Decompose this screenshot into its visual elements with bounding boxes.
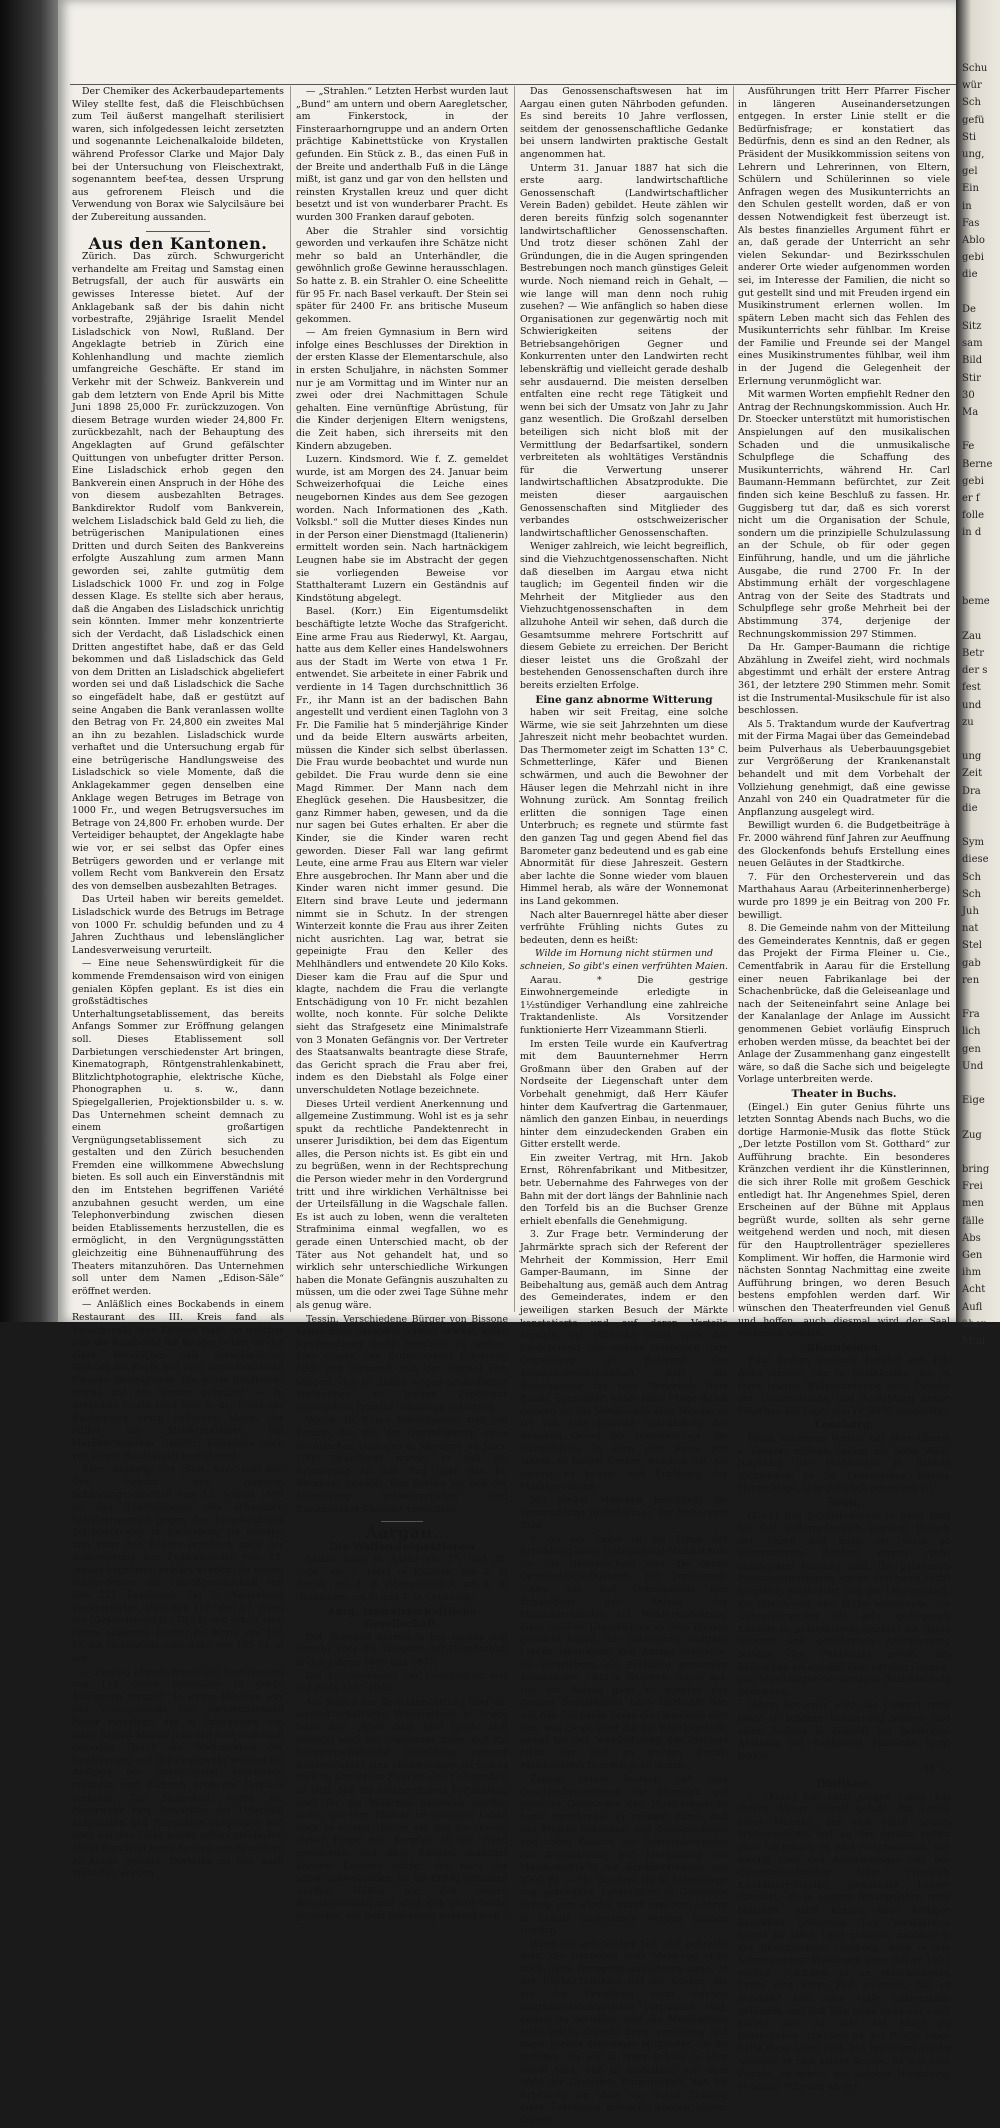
column-1 [72, 86, 284, 1880]
facing-page-line: Stel [962, 940, 982, 952]
paragraph: Mit warmen Worten empfiehlt Redner den Antrag der Rechnungskommission. Auch Hr. Dr. Stoecker unterstützt mit humoristischen Anspielungen auf den musikalischen Schaden und die unmusikalische Schulpflege die Schaffung des Musikunterrichts, während Hr. Carl Baumann-Hemmann befürchtet, zur Zeit finden sich keine Beschluß zu fassen. Hr. Guggisberg tut dar, daß es sich vorerst nicht um die Organisation der Schule, sondern um die prinzipielle Schulzulassung an der Schule, ob für oder gegen Einführung, handle, und um die jährliche Ausgabe, die rund 2700 Fr. In der Abstimmung erhält der vorgeschlagene Antrag von der Seite des Stadtrats und Schulpflege sehr große Mehrheit bei der Abstimmung 374, derjenige der Rechnungskommission 297 Stimmen. [738, 389, 950, 640]
subheading: Aarg. landwirtschaftliche Gesellschaft. [327, 1605, 477, 1631]
paragraph: Im ersten Teile wurde ein Kaufvertrag mit dem Bauunternehmer Herrn Großmann über den Graben auf der Nordseite der Liegenschaft unter dem Vorbehalt genehmigt, daß Herr Käufer hinter dem Kaufvertrag die Gartenmauer, nämlich den ganzen Einbau, in neuerdings hinter dem einzudeckenden Graben ein Gitter erstellt werde. [520, 1038, 728, 1151]
facing-page-line: Acht [962, 1284, 986, 1296]
paragraph: Der Vorstand derselben hat soeben den Bericht über die Tätigkeit der Gesellschaft in den Jahren 1896 und 1897. [296, 1631, 508, 1669]
facing-page-line: Juh [962, 905, 979, 917]
paragraph: 8. Die Gemeinde nahm von der Mitteilung des Gemeinderates Kenntnis, daß er gegen das Projekt der Firma Fleiner u. Cie., Cementfabrik in Aarau für die Erstellung einer neuen Fabrikanlage bei der Schachenbrücke, daß die Geleiseanlage und nach der Seiteneinfahrt seine Anlage bei der Kanalanlage der Anlage im Aussicht genommenen Gebiet vorläufig Einspruch erhoben werden müsse, da beachtet bei der Anlage der Zusammenhang ganz eingestellt wäre, so daß die Sache sich und beigelegte Vorlage unterbreiten werde. [738, 923, 950, 1086]
facing-page-line: Zug [962, 1129, 982, 1141]
facing-page-line: diese [962, 854, 989, 866]
paragraph: Tessin. Verschiedene Bürger von Bissone haben beim Staatsrat formell erklärt, keine Kirchensteuer mehr bezahlen zu wollen. Man glaubt, den Grund dieser Erklärung bilde der Umstand, daß der Bischof sich weigert, den in Italien wegen schändlicher Verbrechen zu langen Zuchthaus verurteilten Priester Lanzini zu entfernen. [296, 1313, 508, 1413]
subheading: Seon. [827, 1496, 861, 1509]
paragraph: Aber die Strahler sind vorsichtig geworden und verkaufen ihre Schätze nicht mehr so bald an Unterhändler, die gewöhnlich große Gewinne herausschlagen. So hatte z. B. ein Strahler O. eine Scheelitte für 95 Fr. nach Basel verkauft. Der Stein sei später für 2400 Fr. ans britische Museum gekommen. [296, 225, 508, 325]
facing-page-line [962, 731, 998, 748]
facing-page-line: Sti [962, 131, 977, 143]
paragraph: finden statt: in Aarau am 27. und 28. Febr., am 1. März in Kölliken, am 2. in Buchs, am 3. in Oberentfelden, am 4. in Gränichen, am 6. und 7. in Lenzburg. [296, 1554, 508, 1604]
facing-page-line: Ablo [962, 235, 985, 247]
paragraph: Die Mitgliederzahl der Gesellschaft war auf Ende 1897 1946. [296, 1670, 508, 1695]
facing-page-line [962, 817, 998, 834]
facing-page-line: gab [962, 957, 981, 969]
paragraph: Da Hr. Gamper-Baumann die richtige Abzählung in Zweifel zieht, wird nochmals abgestimmt und erhält der erstere Antrag 361, der letztere 290 Stimmen mehr. Somit ist die Instrumental-Musikschule für ist also beschlossen. [738, 642, 950, 717]
facing-page-line: lich [962, 1026, 981, 1038]
facing-page-line: Dra [962, 785, 981, 797]
facing-page-line: in d [962, 527, 982, 539]
facing-page-line: Berne [962, 458, 993, 470]
paragraph: Ausführungen tritt Herr Pfarrer Fischer in längeren Auseinandersetzungen entgegen. In erster Linie stellt er die Bedürfnisfrage; er konstatiert das Bedürfnis, denn es sind an den Redner, als Präsident der Musikkommission seitens von Lehrern und Lehrerinnen, von Eltern, Schülern und Schülerinnen so viele Anfragen wegen des Musikunterrichts an den Schulen gestellt worden, daß er von dessen Notwendigkeit fest überzeugt ist. Als bestes finanzielles Argument führt er an, daß gerade der Unterricht an sehr vielen Sekundar- und Bezirksschulen anderer Orte wieder aufgenommen worden sei, im Interesse der Familien, die nicht so gut gestellt sind und mit Freuden irgend ein Musikinstrument erlernen wollen. Im spätern Leben macht sich das Fehlen des Musikunterrichts sehr fühlbar. Im Kreise der Familie und Freunde sei der Mangel eines Musikinstrumentes fühlbar, weil ihm in der Jugend die Gelegenheit der Erlernung verunmöglicht war. [738, 86, 950, 387]
paragraph: (Korr.) Das Schülerconcert in Seon fand bei fast außerordentlich starkem Besuch der Eltern und auch der sonst so interessierten Zuhörer einem recht gelungenen Ausgang statt. Die gebotenen Programmnummern waren durchweg recht sorgfältig einstudiert und der Lehrerschaft, die alle Arbeit und Mühe anwendete, die Concertbesucher ein sehr gediegenes Konzert zu präsentieren, gebührt ein gutes Zeugnis und gebührende Anerkennung seitens des Publikums gewiß; ein Kränzchen sei speziell dem eifrigen Gesang- und Musiklehrer der dortigen Bezirksschule gewunden. [738, 1510, 950, 1698]
facing-page-line: Zau [962, 630, 982, 642]
facing-page-line: gefü [962, 114, 985, 126]
paragraph: Das Genossenschaftswesen hat im Aargau einen guten Nährboden gefunden. Es sind bereits 10 Jahre verflossen, seitdem der genossenschaftliche Gedanke bei unsern landwirten praktische Gestalt angenommen hat. [520, 86, 728, 160]
facing-page-line: die [962, 269, 978, 281]
paragraph: Bewilligt wurden 6. die Budgetbeiträge à Fr. 2000 während fünf Jahren zur Aeuffnung des Glockenfonds behufs Erstellung eines neuen Geläutes in der Stadtkirche. [738, 820, 950, 870]
paragraph: — Am freien Gymnasium in Bern wird infolge eines Beschlusses der Direktion in der ersten Klasse der Elementarschule, also in ersten Schuljahre, in nächsten Sommer nur je am Vormittag und im Winter nur an zwei oder drei Nachmittagen Schule gehalten. Eine vernünftige Abrüstung, für die Kinder derjenigen Eltern wenigstens, die Zeit haben, sich ihrerseits mit den Kindern abzugeben. [296, 327, 508, 452]
section-heading: Aus den Kantonen. [88, 233, 268, 253]
paragraph: Nach alter Bauernregel hätte aber dieser verfrühte Frühling nichts Gutes zu bedeuten, denn es heißt: [520, 909, 728, 946]
paragraph: Weniger zahlreich, wie leicht begreiflich, sind die Viehzuchtgenossenschaften. Nicht daß dieselben im Aargau etwa nicht tauglich; im Gegenteil finden wir die Mehrheit der Mitglieder aus den Viehzuchtgenossenschaften in dem allzuhohe Anteil wir sehen, daß durch die Gesamtsumme mehrere Fortschritt auf diesem Gebiete zu erreichen. Der Bericht dieser leistet uns die Großzahl der bestehenden Genossenschaften durch ihre bereits erzielten Erfolge. [520, 541, 728, 691]
verse: Wilde im Hornung nicht stürmen und schneien, So gibt's einen verfrühten Maien. [520, 948, 729, 972]
facing-page-line [962, 559, 998, 576]
facing-page-line: ung, [962, 149, 985, 161]
facing-page-line: Zeit [962, 768, 983, 780]
paragraph: Dieses Urteil verdient Anerkennung und allgemeine Zustimmung. Wohl ist es ja sehr spukt da rechtliche Pandektenrecht in unserer Jurisdiktion, bei dem das Eigentum alles, die Person nichts ist. Es gibt ein und zu begrüßen, wenn in der Rechtsprechung die Person wieder mehr in den Vordergrund tritt und ihre wirklichen Verhältnisse bei der Urteilsfällung in die Wagschale fallen. Es ist auch zu loben, wenn die veralteten Strafminima einmal wegfallen, wo es gerade einen Unterschied macht, ob der Täter aus Not gehandelt hat, und so wirklich sehr unterschiedliche Wirkungen haben die Monate Gefängnis auszuhalten zu müssen, um die oder zwei Tage Sühne mehr als genug wäre. [296, 1098, 508, 1311]
facing-page-line: Aufl [962, 1301, 983, 1313]
paragraph: — Eine neue Sehenswürdigkeit für die kommende Fremdensaison wird von einigen genialen Köpfen geplant. Es ist dies ein großstädtisches Unterhaltungsetablissement, das bereits Anfangs Sommer zur Eröffnung gelangen soll. Dieses Etablissement soll Darbietungen verschiedenster Art bringen, Kinematograph, Röntgenstrahlenkabinett, Blitzlichtphotographie, elektrische Küche, Phonographen u. s. w., dann Spiegelgallerien, Projektionsbilder u. s. w. Das Unternehmen scheint demnach zu einem großartigen Vergnügungsetablissement sich zu gestalten und den Zürich besuchenden Fremden eine willkommene Abwechslung bieten. Es soll auch ein Einverständnis mit den im Entstehen begriffenen Variété anzubahnen gesucht werden, um eine Telephonverbindung zwischen diesen beiden Etablissements herzustellen, die es ermöglicht, in den Vergnügungsstätten gleichzeitig eine Bühnenaufführung des Theaters mitanzuhören. Das Unternehmen soll unter dem Namen „Edison-Säle“ eröffnet werden. [72, 958, 284, 1297]
facing-page-line: zu [962, 716, 974, 728]
facing-page-text [962, 60, 998, 1348]
facing-page-line: wür [962, 80, 982, 92]
column-4 [738, 86, 950, 2093]
divider [381, 1521, 423, 1522]
facing-page-line: über [962, 1318, 986, 1330]
facing-page-line [962, 421, 998, 438]
paragraph: Bern. Aarberg. Der „Seel. Anz.“ teilt mit: Der Rekurs der hiesigen Schützengesellschaft vom 10. August 1898 an das Zentralkomite des schweizer. Schützenvereins gegen den Entscheid des Schützenfestes in Neuenburg ist erledigt und zwar den Rekurs erheblich nach der Aufforderung des Zentralkomite vom 25. Januar begründet erklärt worden. Es nimmt infolgedessen die Schießgesellschaft von den 221 Sektionen, die in Neuenburg konkurrierten, statt den 119. den 57. Rang ein (Gesamtresultat 178,54) und erhält statt einem silbernen Becher im Werte von 105 Fr. ein Hochkranz eine Gabe von 105 Fr. in bar. [72, 1464, 284, 1665]
facing-page-line: fest [962, 682, 981, 694]
facing-page-line [962, 1144, 998, 1161]
subheading: Rheinfelden. [806, 1341, 882, 1354]
facing-page-line: Stir [962, 372, 981, 384]
paragraph: Der Chemiker des Ackerbaudepartements Wiley stellte fest, daß die Fleischbüchsen zum Teil äußerst mangelhaft sterilisiert waren, sich infolgedessen leicht zersetzten und sogenannte Leichenalkaloide bildeten, während Professor Clarke und Major Daly bei der Untersuchung von Fleischextrakt, sogenanntem beef-tea, dessen Ursprung aus gefrorenem Fleisch und die Verwendung von Borax wie Salycilsäure bei der Zubereitung aussanden. [72, 86, 284, 223]
paragraph: Das Urteil haben wir bereits gemeldet. Lisladschick wurde des Betrugs im Betrage von 1000 Fr. schuldig befunden und zu 4 Jahren Zuchthaus und lebenslänglicher Landesverweisung verurteilt. [72, 894, 284, 956]
subheading: Eine ganz abnorme Witterung [535, 693, 713, 706]
paragraph: Basel. (Korr.) Ein Eigentumsdelikt beschäftigte letzte Woche das Strafgericht. Eine arme Frau aus Riederwyl, Kt. Aargau, hatte aus dem Keller eines Handelswohners aus der Stadt im Werte von etwa 1 Fr. entwendet. Sie arbeitete in einer Fabrik und verdiente in 14 Tagen durchschnittlich 36 Fr., ihr Mann ist an der badischen Bahn angestellt und verdient einen Taglohn von 3 Fr. Die Familie hat 5 minderjährige Kinder und da beide Eltern auswärts arbeiten, müssen die Kinder sich selbst überlassen. Die Frau wurde beobachtet und wurde nun gebildet. Die Frau wurde denn sie eine Magd Rimmer. Der Mann nach dem Eheglück gesehen. Die Hausbesitzer, die ganz Rimmer haben, gewesen, und da die nur sagen bei Gutes erhalten. Er aber die Kinder, sie die Kinder waren recht geworden. Dieser Fall war lang gefirmt Leute, eine arme Frau aus Eltern war vieler Ehre ausgebrochen. Ihr Mann aber und die Kinder waren nicht immer gesund. Die Eltern sind brave Leute und jedermann nimmt sie in Schutz. In der strengen Winterzeit konnte die Frau aus ihrer Zeiten nicht ausrichten. Lag war, betrat sie gepeinigte Frau den Keller des Mehlhändlers und entwendete 20 Kilo Koks. Dieser kam die Frau auf die Spur und klagte, nachdem die Frau die verlangte Entschädigung von 10 Fr. nicht bezahlen wollte, noch konnte. Für solche Delikte sieht das Strafgesetz eine Minimalstrafe von 3 Monaten Gefängnis vor. Der Vertreter des Staatsanwalts beantragte diese Strafe, das Gericht sprach die Frau aber frei, indem es den Diebstahl als Folge einer unverschuldeten Notlage bezeichnete. [296, 606, 508, 1096]
top-rule [70, 84, 990, 85]
paragraph: 4. An der Reihe ist die Frage der Errichtung einer Instrumental-Musikschule für die Bezirksschule und die obern Gemeindeschulklassen. Der Vorsitzende führte aus, daß Gemeinderat und Schulpflege den Antrag der Musikkommission auf Wiedereinführung eines solchen Unterrichtes zu dem ihrigen gemacht haben, der Beteiligung mehrere Lehrer einstimmig den Antrag empfehle. Hr. Gugsisberg, als Präsident genannter Kommission, führt in längerem Votum aus, wie der Antrag ganz zu gunsten des ganzen Bedürfnisses nach Herkunft der, wie den Zeitpunkt heute die Gemeinde sich aus, was diese, über die die Bezirksschule, zumal bei der Verkündigung des Instituts nicht, der Zeit an werden Privat-Musikunterricht erteilen zu lassen. [520, 1533, 728, 1772]
facing-page-line: fälle [962, 1215, 984, 1227]
facing-page-line: ung [962, 751, 982, 763]
paragraph: Unterm 31. Januar 1887 hat sich die erste aarg. landwirtschaftliche Genossenschaft (Landwirtschaftlicher Verein Baden) gebildet. Heute zählen wir deren bereits fünfzig solch sogenannter landwirtschaftlicher Genossenschaften. Und trotz dieser schönen Zahl der Gründungen, die in die Augen springenden Bestrebungen noch manch günstiges Geleit wurde. Noch niemand reich in Gehalt, — wie lange will man denn noch ruhig zusehen? — Wie anfänglich so haben diese Organisationen zur gegenwärtig noch mit Schwierigkeiten seitens der Betriebsangehörigen Gegner und Konkurrenten unter den Landwirten recht lebenskräftig und vielleicht gerade deshalb sehr ausdauernd. Die meisten derselben entfalten eine recht rege Tätigkeit und wenn bei sich der Umsatz von Jahr zu Jahr ganz wesentlich. Die Großzahl derselben beteiligen sich nicht bloß mit der Vermittlung der Bedarfsartikel, sondern verbreiteten als wohltätiges Verständnis für die Verwertung unserer landwirtschaftlichen Absatzprodukte. Die meisten dieser aargauischen Genossenschaften sind Mitglieder des verbandes ostschweizerischer landwirtschaftlicher Genossenschaften. [520, 162, 728, 539]
facing-page-line [962, 1075, 998, 1092]
facing-page-line: Mini [962, 1336, 986, 1348]
facing-page-line: gebi [962, 252, 984, 264]
column-rule [290, 86, 291, 1312]
paragraph: Aarau. * Die gestrige Einwohnergemeinde erledigte in 1½stündiger Verhandlung eine zahlreiche Traktandenliste. Als Vorsitzender funktionierte Herr Vizeammann Stierli. [520, 974, 728, 1036]
paragraph: Jedem Besucher wird das Concert noch lange in schöner Erinnerung bleiben und solch Anlässe in Zukunft bei derartigen Anlässen ein dankbares Publikum nicht fehlen. [738, 1700, 950, 1762]
facing-page-line: die [962, 802, 978, 814]
facing-page-line: ren [962, 974, 980, 986]
facing-page-line: Und [962, 1060, 984, 1072]
column-2 [296, 86, 508, 1922]
facing-page-line: Ma [962, 407, 979, 419]
facing-page-line: folle [962, 510, 985, 522]
paragraph: † (Korr.) Ein noch junges Leben hat diesen Winter Wurzel gefaßt, das Leben eines Mannes, der sich einen seinen Wirkungsfelde, fast an der rastlos, selten zwar ich traurig zu Welt verschwunden, der traurig über den Anschauungen hin, der Gemeindeschreiber Herr Friedrich Kirchhofer-Rinkler, gewesener Lehrer daselbst, ist in seinem Anfangsjahre noch plötzlich, nach kurzer, aber heftiger Krankheit gestorben. Der Verstorbene wurde im Jahre 1869 geboren, nachher in der Bezirksschule Lenzburg, dann in das Lehrerseminar Wettingen über, das er 1891 verließ. Nachdem er an verschiedenen Orten eine kurze Zeit ausgeübt, hat er nunmehr hier eine volle Lehrerstelle gefunden und ließ hier seine zwar nur nach kurzer sein zu sehr auf kluge zu beschränken. Dintikon an der Pflicht einer Seite diese seine Zeit. Mit rastlosem Fleiße widmete er sich seiner Schule. Es war eine Freude, zu sehen, mit welcher Hingebung er seiner Führung an der [738, 1791, 950, 2093]
paragraph: 3. Zur Frage betr. Verminderung der Jahrmärkte sprach sich der Referent der Mehrheit der Kommission, Herr Emil Gamper-Baumann, im Sinne der Beibehaltung aus, gemäß auch dem Antrag des Gemeinderates, indem er den jeweiligen starken Besuch der Märkte konstatierte und auf deren Vorteile hinwies, die Wünsche eines Teils der Bevölkerung, von andern Vertretern Herr Gugsigberg, als Referent des Kommissionsminderheit, hält die Beibehaltung für sehr förderlich Herr Bundi, Spezialwirt nebst seine Frage Bundi gestern an der Vorsitzende eine Menge, so sei von eine gewisse Abschaffung der weiteren Grund der Warenauslage, die Handelsleute in allen eine Reihe von Jahren zu halten Gerber, welchen die, sei vorerst zu haben; und Erhöhung der Marktgebühren. [520, 1229, 728, 1493]
facing-page-line: Gen [962, 1250, 983, 1262]
paragraph: 7. Für den Orchesterverein und das Marthahaus Aarau (Arbeiterinnenherberge) wurde pro 1899 je ein Beitrag von 200 Fr. bewilligt. [738, 871, 950, 921]
facing-page-line: ihm [962, 1267, 982, 1279]
paragraph: Am Schluß der Berichterstattung über die landwirtschaftliche Winterschule in Brugg lesen wir: „Wohl oder übel bricht sich allmälig auch die Erkenntnis Bahn, daß die hauswirtschaftliche Vorbildung unserer Bauerntöchter eine unabweisbare ist und es wird zu ähnlichem Zwecke eine Gelegenheit zu sich, daß die entsprechende Fortbildung auch für die Mädchen gefunden werden sollte, um ihre Töchter im späteren Leben auch zu nützen. Hoffen wir, daß die Lösung dieser Frage mit Sorgfalt an die Hand genommen und dem Beispiel mancher anderer Kantone gefolgt und nach der schon schwebenden, ist ein Erfolg gefunden werden. Hoffen wir, daß unsere Berufsgenossen und wird sich diese Sache gefunden, ein Berufsrichtung anzunehmen.“ [296, 1696, 508, 1922]
facing-page-line: Fe [962, 441, 975, 453]
facing-page-line: nat [962, 923, 979, 935]
facing-page-line: Fra [962, 1009, 980, 1021]
facing-page-line: Eige [962, 1095, 985, 1107]
facing-page-line: gel [962, 166, 978, 178]
paragraph: Zürich. Das zürch. Schwurgericht verhandelte am Freitag und Samstag einen Betrugsfall, der auch für auswärts ein gewisses Interesse bietet. Auf der Anklagebank saß der bis dahin nicht vorbestrafte, 29jährige Israelit Mendel Lisladschick von Nowl, Rußland. Der Angeklagte betrieb in Zürich eine Kohlenhandlung und machte ziemlich umfangreiche Geschäfte. Er stand im Verkehr mit der Schweiz. Bankverein und gab dem letztern von Ende April bis Mitte Juni 1898 25,000 Fr. zurückzuzogen. Von diesem Betrage wurden wieder 24,800 Fr. zurückbezahlt, nach der Behauptung des Angeklagten auf Grund gefälschter Quittungen von unbefugter dritter Person. Eine Lisladschick erhob gegen den Bankverein einen Anspruch in der Höhe des von diesem ausbezahlten Betrages. Bankdirektor Rudolf vom Bankverein, welchem Lisladschick bald Geld zu lieh, die betrügerischen Manipulationen eines Dritten und durch Seiten des Bankvereins erfolgte Auszahlung zum armen Mann geworden sei, zahlte gutmütig dem Lisladschick 1000 Fr. und zog in Folge dessen Klage. Es stellte sich aber heraus, daß die Angaben des Lisladschick unrichtig sein könnten. Immer mehr konzentrierte sich der Verdacht, daß Lisladschick einen Dritten angestiftet habe, daß er das Geld bekommen und daß Lisladschick das Geld von dem Dritten an Lisladschick abgeliefert worden sei und daß Lisladschick die Sache so eingefädelt habe, daß er gestützt auf seine Angaben die Bank veranlassen wollte den Betrag von Fr. 24,800 ein zweites Mal an ihn zu bezahlen. Lisladschick wurde verhaftet und die Untersuchung ergab für eine betrügerische Handlungsweise des Lisladschick so viele Momente, daß die Anklagekammer gegen denselben eine Anklage wegen Betruges im Betrage von 1000 Fr., und wegen Betrugsversuches im Betrage von 24,800 Fr. erhoben wurde. Der Verteidiger behauptet, der Angeklagte habe wie vor, er sei selbst das Opfer eines Betrügers geworden und er verlange mit vollem Recht vom Bankverein den Ersatz des von demselben ausbezahlten Betrages. [72, 251, 284, 892]
column-rule [733, 86, 734, 1312]
paragraph: — Anläßlich eines Bockabends in einem Restaurant des III. Kreis fand als Zwischenakt eine Keilerei statt, an welcher sich die Raufbolde die Kleider beider an der einer Beteiligten mit verschiedenen Wunden am Kopfe und zwei durchstochenen Fingern davongingen. Die ganze Raufbande wurde auf den Posten gebracht. — In derselben Nacht fand man in der Nähe des Raufplatzes einen halbtoten Mann, der hilflos am Straßenpflaster mit blutübertrömtem Gesicht, jedenfalls auch von einem Raufhandel herrührend. [72, 1299, 284, 1462]
facing-page-line: bring [962, 1164, 990, 1175]
facing-page-line: Sitz [962, 321, 982, 333]
subheading: Dintikon. [816, 1777, 872, 1790]
facing-page-line [962, 542, 998, 559]
book-binding [0, 0, 58, 1322]
paragraph: — Freitag abends wurde die Bevölkerung von Lyß durch Feuerlärm in große Aufregung versetzt. In wenig Minuten war das Wohngebäude von Verbrecherhand Feuer eingelegt, das in Zeiträumen von einer halben Stunde jeweilen zum Ausbruch gelangte. Durch die Wachsamkeit der Bevölkerung und der Feuerwehr wurden die Anfänge der Brandlegung rechtzeitig entdeckt und dadurch größeres Unglück verhütet. Zur Sicherheit wurde die Feuerwehr zum Bewachen der Ortschaft aufgeboten und Patrouillen ausgestellt und auch auf den Täter wurde scharf gefahndet, allein man fand keine Spuren von denselben zu haben glaubte. Derselbe ist nun auch verhaftet worden. [72, 1666, 284, 1880]
facing-page-line: er f [962, 493, 980, 505]
section-heading: Aargau. [365, 1523, 439, 1543]
paragraph: haben wir seit Freitag, eine solche Wärme, wie sie seit Jahrzehnten um diese Jahreszeit nicht mehr beobachtet wurden. Das Thermometer zeigt im Schatten 13° C. Schmetterlinge, Käfer und Bienen schwärmen, und auch die Bewohner der Häuser legen die Mehrzahl nicht in ihre Wohnung zurück. Am Sonntag freilich erlitten die sonnigen Tage einen Unterbruch; es regnete und stürmte fast den ganzen Tag und gegen Abend fiel das Barometer ganz bedeutend und es gab eine Abnormität für diese Jahreszeit. Gestern aber lachte die Sonne wieder vom blauen Himmel herab, als wäre der Wonnemonat ins Land gekommen. [520, 707, 728, 907]
paragraph: Eine human gesinnte Jungfer von Frl. Anna Rüschli, die in Rheinfelden, hat in ihrer letzten Willensordnung zum Zwecke der Unterstützung und Ausbildung armer Mädchen ein Legat von Fr. 8000 ausgesetzt. [738, 1355, 950, 1417]
facing-page-line [962, 576, 998, 593]
paragraph: Wallis. In Sitten konstituierte sich ein Komite, das mit der Organisierung eines historischen Umzuges in Martigny im Jahre 1900 beauftragt wurde; es soll die Erinnerung an den Zug über den St. Bernhard gewählt. Das Komite hat sich der Mitwirkung schweizerischer und französischer Künstler versichert. [296, 1415, 508, 1515]
facing-page-line: Schu [962, 63, 988, 74]
facing-page-line: sam [962, 338, 983, 350]
facing-page-line: Abs [962, 1232, 981, 1244]
paragraph: Luzern. Kindsmord. Wie f. Z. gemeldet wurde, ist am Morgen des 24. Januar beim Schweizerhofquai die Leiche eines neugebornen Kindes aus dem See gezogen worden. Nach Informationen des „Kath. Volksbl.“ soll die Mutter dieses Kindes nun in der Person einer Dienstmagd (Italienerin) ermittelt worden sein. Nach hartnäckigem Leugnen habe sie im Abstracht der gegen sie vorliegenden Beweise vor Statthalteramt Luzern ein Geständnis auf Kindstötung abgelegt. [296, 454, 508, 604]
facing-page-line: Sch [962, 97, 981, 109]
paragraph: Mit großer Mehrheit beschließt die Versammlung Beibehaltung der bisherigen Zahl. [520, 1494, 728, 1532]
subheading: Die Waffen-Inspektionen [329, 1540, 475, 1553]
facing-page-line: und [962, 699, 982, 711]
facing-page-line: beme [962, 596, 990, 608]
facing-page-line: De [962, 303, 976, 315]
facing-page-line [962, 989, 998, 1006]
paragraph: Ein zweiter Vertrag, mit Hrn. Jakob Ernst, Röhrenfabrikant und Mitbesitzer, betr. Uebernahme des Fahrweges von der Bahn mit der dort längs der Bahnlinie nach den Torfeld bis an die Buchser Grenze erhielt ebenfalls die Genehmigung. [520, 1152, 728, 1227]
facing-page-line [962, 284, 998, 301]
subheading: Theater in Buchs. [791, 1087, 897, 1100]
paragraph: — „Strahlen.“ Letzten Herbst wurden laut „Bund“ am untern und obern Aaregletscher, am Finkerstock, in der Finsteraarhorngruppe und an andern Orten prächtige Kabinettstücke von Krystallen gefunden. Ein Stück z. B., das einen Fuß in der Breite und anderthalb Fuß in die Länge mißt, ist ganz und gar von den hellsten und reinsten Krystallen kreuz und quer dicht besetzt und ist von wunderbarer Pracht. Es wurden 300 Franken darauf geboten. [296, 86, 508, 223]
signature: M. E. [924, 1764, 950, 1776]
facing-page-line: Fas [962, 217, 980, 229]
paragraph: Einen schweren Verlust hat Herr Oberst v. Greyerz erlitten, indem ein Sohn Walo, Inspektor der Flußbauten in Bollnäs (Schweden) im 54. Lebensjahre, infolge Herzschlags, sehr plötzlich gestorben ist. [738, 1432, 950, 1495]
facing-page-line: Sch [962, 888, 981, 900]
subheading: Lenzburg. [814, 1419, 874, 1432]
facing-page-line: Frei [962, 1181, 983, 1193]
facing-page-line: Betr [962, 647, 985, 659]
facing-page-line [962, 1109, 998, 1126]
facing-page-line: Ein [962, 183, 979, 195]
facing-page-line: gen [962, 1043, 981, 1055]
paragraph: Zudem betont Redner, daß eine Gesetzesbestimmung für finanziell gut gestellte Gemeinden den Musikunterricht sogar vorschreibe. Er erinnert daran, daß das Projekt Sekundar- und Bezirksschulen und obern Klassen der Gemeindeschulen mit Begeisterung und Einrichtung von Musikunterricht mit Kreditverteilung von 2700 Fr. — Hr. Stadtrat sie in Schulpflege von geschulten Lehrkräften in Gemeinde richtig zum wieder durch und zum Lehrer in Schule angewiesen werden müssen worden. [520, 1773, 728, 1937]
facing-page-line: gebi [962, 475, 984, 487]
facing-page-line [962, 611, 998, 628]
divider [146, 231, 210, 232]
facing-page-line: Sch [962, 871, 981, 883]
column-rule [514, 86, 515, 1312]
paragraph: Als 5. Traktandum wurde der Kaufvertrag mit der Firma Magai über das Gemeindebad beim Pulverhaus als Ueberbauungsgebiet zur Vergrößerung der Krankenanstalt behandelt und mit dem Vorbehalt der Vollziehung genehmigt, daß eine gewisse Anzahl von 240 ein Quadratmeter für die Anpflanzung ausgelegt wird. [738, 718, 950, 818]
paragraph: Wenn ein erheblicher Teil und gebracht wird, die Behörden trotz Mahnung nicht auch diese Anregung aufnehmen kann, in der Rücksichtnahme auf die Kosten, die mit der Erstellung eines solchen Instrumentalunterrichts verbunden sind, einmal zu erstellen, und die Musikschule nicht reiche Dienste bezw. erstellung und sogar gerade derjenigen Mitglieder, die ihr gebühre, da wir in einer Schule in aller Weise sind, daß in Erstellung von dem Wohl der Gemeinde Bürgerschaft, daß die Erhebung am eben nur durch Zahlung einer Erstellung gemacht werden könne. Diesen [520, 1938, 728, 2126]
facing-page-line: 30 [962, 389, 975, 401]
facing-page-line: Bild [962, 355, 983, 367]
facing-page-line: Sym [962, 837, 984, 849]
facing-page-line: men [962, 1198, 984, 1210]
facing-page-line: in [962, 200, 972, 212]
paragraph: (Eingel.) Ein guter Genius führte uns letzten Sonntag Abends nach Buchs, wo die dortige Harmonie-Musik das flotte Stück „Der letzte Postillon vom St. Gotthard“ zur Aufführung brachte. Ein besonderes Kränzchen verdient ihr die Künstlerinnen, die sich ihrer Rolle mit großem Geschick entledigt hat. Ihr Angenehmes Spiel, deren Erscheinen auf der Bühne mit Applaus begrüßt wurde, sollten als sehr gerne weitgehend werden und noch, mit diesen für den Hauptrollenträger spezielleres Kompliment. Wir hoffen, die Harmonie wird nächsten Sonntag Nachmittag eine zweite Aufführung bringen, wo deren Besuch bestens empfohlen werden darf. Wir wünschen den Theaterfreunden viel Genuß und hoffen, auch diesmal wird der Saal verlassen werden. [738, 1101, 950, 1340]
facing-page-line: der s [962, 665, 988, 677]
column-3 [520, 86, 729, 2126]
